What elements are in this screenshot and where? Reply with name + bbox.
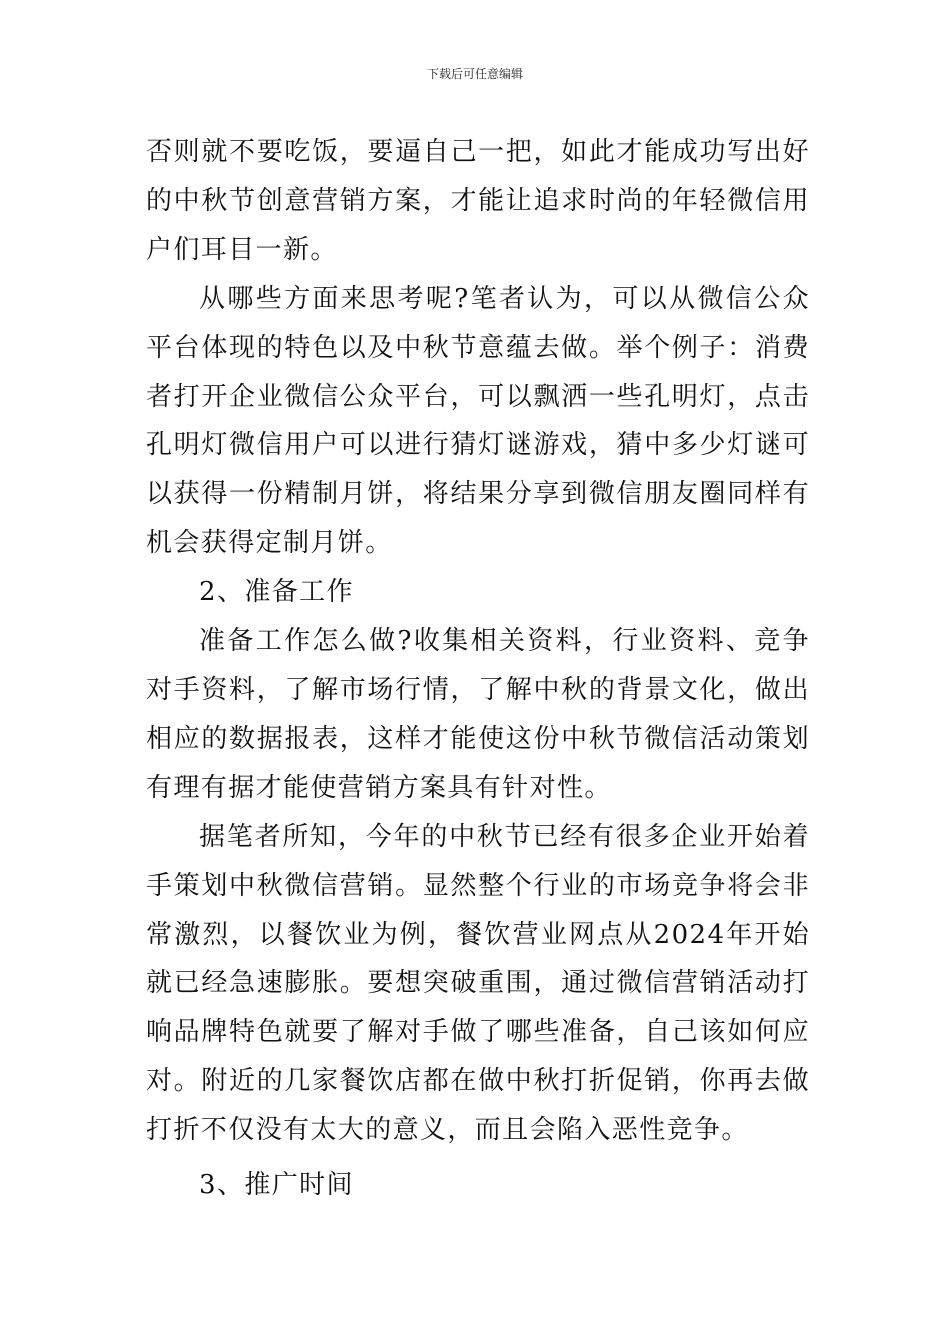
page-header: 下载后可任意编辑 [426,67,523,81]
paragraph-1: 否则就不要吃饭，要逼自己一把，如此才能成功写出好的中秋节创意营销方案，才能让追求时尚的年轻微信用户们耳目一新。 [146,137,810,265]
paragraph-2: 从哪些方面来思考呢?笔者认为，可以从微信公众平台体现的特色以及中秋节意蕴去做。举个例子：消费者打开企业微信公众平台，可以飘洒一些孔明灯，点击孔明灯微信用户可以进行猜灯谜游戏，猜中多少灯谜可以获得一份精制月饼，将结果分享到微信朋友圈同样有机会获得定制月饼。 [146,283,810,559]
paragraph-3: 准备工作怎么做?收集相关资料，行业资料、竞争对手资料，了解市场行情，了解中秋的背景文化，做出相应的数据报表，这样才能使这份中秋节微信活动策划有理有据才能使营销方案具有针对性。 [146,626,810,803]
paragraph-4: 据笔者所知，今年的中秋节已经有很多企业开始着手策划中秋微信营销。显然整个行业的市场竞争将会非常激烈，以餐饮业为例，餐饮营业网点从2024年开始就已经急速膨胀。要想突破重围，通过微信营销活动打响品牌特色就要了解对手做了哪些准备，自己该如何应对。附近的几家餐饮店都在做中秋打折促销，你再去做打折不仅没有太大的意义，而且会陷入恶性竞争。 [146,821,810,1146]
section-heading-2: 2、准备工作 [199,577,354,608]
document-body [146,128,810,1210]
section-heading-3: 3、推广时间 [199,1170,354,1201]
